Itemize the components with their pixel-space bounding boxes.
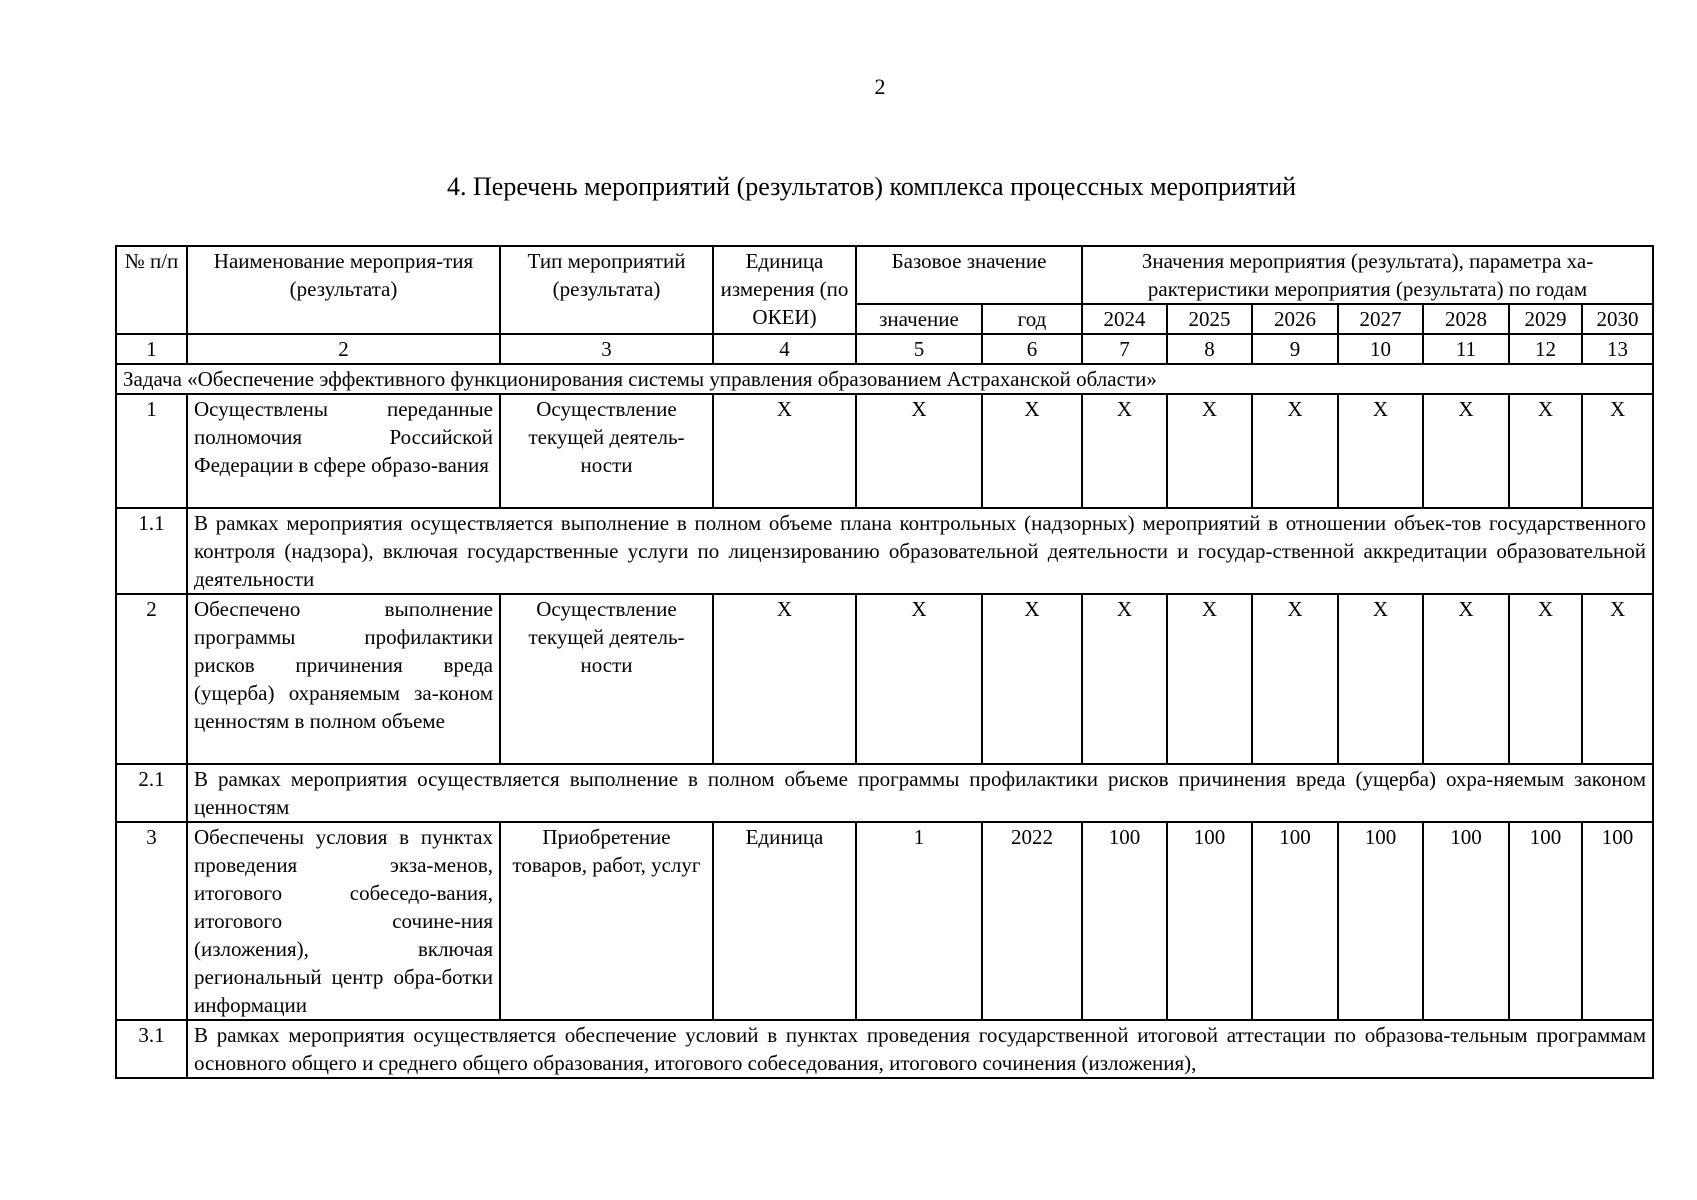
row-name: Обеспечены условия в пунктах проведения экза-менов, итогового собеседо-вания, итогового сочине-ния (изложения), включая региональный центр обра-ботки информации bbox=[187, 822, 500, 1020]
table-row bbox=[116, 1020, 1653, 1078]
header-name: Наименование мероприя-тия (результата) bbox=[187, 246, 500, 334]
header-year: 2026 bbox=[1252, 304, 1338, 334]
column-number: 7 bbox=[1082, 334, 1167, 364]
row-num: 2.1 bbox=[116, 764, 187, 822]
row-value: X bbox=[1509, 394, 1582, 508]
row-value: X bbox=[1082, 394, 1167, 508]
column-number: 2 bbox=[187, 334, 500, 364]
row-value: 100 bbox=[1338, 822, 1423, 1020]
row-value: X bbox=[1082, 594, 1167, 764]
row-value: 100 bbox=[1509, 822, 1582, 1020]
column-numbers-row bbox=[116, 334, 1653, 364]
row-value: 100 bbox=[1582, 822, 1653, 1020]
column-number: 1 bbox=[116, 334, 187, 364]
table-row bbox=[116, 764, 1653, 822]
header-year: 2030 bbox=[1582, 304, 1653, 334]
row-base-value: X bbox=[856, 594, 982, 764]
column-number: 10 bbox=[1338, 334, 1423, 364]
row-num: 3 bbox=[116, 822, 187, 1020]
row-value: X bbox=[1423, 394, 1509, 508]
header-year: 2025 bbox=[1167, 304, 1252, 334]
row-value: X bbox=[1582, 394, 1653, 508]
row-num: 1 bbox=[116, 394, 187, 508]
header-unit: Единица измерения (по ОКЕИ) bbox=[713, 246, 856, 334]
row-type: Осуществление текущей деятель-ности bbox=[500, 394, 713, 508]
row-num: 1.1 bbox=[116, 508, 187, 594]
row-value: 100 bbox=[1252, 822, 1338, 1020]
header-base: Базовое значение bbox=[856, 246, 1082, 304]
page-number: 2 bbox=[874, 74, 886, 99]
measures-table bbox=[115, 245, 1654, 1079]
row-base-year: X bbox=[982, 394, 1082, 508]
header-values: Значения мероприятия (результата), параметра ха-рактеристики мероприятия (результата) по годам bbox=[1082, 246, 1653, 304]
row-value: X bbox=[1423, 594, 1509, 764]
column-number: 13 bbox=[1582, 334, 1653, 364]
header-num: № п/п bbox=[116, 246, 187, 334]
row-value: X bbox=[1338, 594, 1423, 764]
header-year: 2028 bbox=[1423, 304, 1509, 334]
header-row-1 bbox=[116, 246, 1653, 304]
row-value: X bbox=[1582, 594, 1653, 764]
row-unit: Единица bbox=[713, 822, 856, 1020]
header-base-year: год bbox=[982, 304, 1082, 334]
row-value: 100 bbox=[1167, 822, 1252, 1020]
row-value: X bbox=[1252, 394, 1338, 508]
row-value: X bbox=[1167, 594, 1252, 764]
task-row bbox=[116, 364, 1653, 394]
table-row bbox=[116, 394, 1653, 508]
row-type: Приобретение товаров, работ, услуг bbox=[500, 822, 713, 1020]
row-description: В рамках мероприятия осуществляется обеспечение условий в пунктах проведения государственной итоговой аттестации по образова-тельным программам основного общего и среднего общего образования, итогового собеседования, итогового сочинения (изложения), bbox=[187, 1020, 1653, 1078]
row-value: X bbox=[1338, 394, 1423, 508]
column-number: 9 bbox=[1252, 334, 1338, 364]
table-row bbox=[116, 822, 1653, 1020]
column-number: 6 bbox=[982, 334, 1082, 364]
row-unit: X bbox=[713, 594, 856, 764]
column-number: 5 bbox=[856, 334, 982, 364]
column-number: 12 bbox=[1509, 334, 1582, 364]
column-number: 8 bbox=[1167, 334, 1252, 364]
row-name: Осуществлены переданные полномочия Российской Федерации в сфере образо-вания bbox=[187, 394, 500, 508]
row-value: X bbox=[1252, 594, 1338, 764]
header-year: 2029 bbox=[1509, 304, 1582, 334]
header-type: Тип мероприятий (результата) bbox=[500, 246, 713, 334]
row-description: В рамках мероприятия осуществляется выполнение в полном объеме плана контрольных (надзорных) мероприятий в отношении объек-тов государственного контроля (надзора), включая государственные услуги по лицензированию образовательной деятельности и государ-ственной аккредитации образовательной деятельности bbox=[187, 508, 1653, 594]
row-value: X bbox=[1167, 394, 1252, 508]
row-num: 2 bbox=[116, 594, 187, 764]
row-base-value: 1 bbox=[856, 822, 982, 1020]
row-value: X bbox=[1509, 594, 1582, 764]
column-number: 11 bbox=[1423, 334, 1509, 364]
row-base-year: 2022 bbox=[982, 822, 1082, 1020]
row-base-year: X bbox=[982, 594, 1082, 764]
header-base-value: значение bbox=[856, 304, 982, 334]
column-number: 3 bbox=[500, 334, 713, 364]
section-title: 4. Перечень мероприятий (результатов) комплекса процессных мероприятий bbox=[447, 172, 1297, 201]
column-number: 4 bbox=[713, 334, 856, 364]
row-value: 100 bbox=[1423, 822, 1509, 1020]
row-type: Осуществление текущей деятель-ности bbox=[500, 594, 713, 764]
row-unit: X bbox=[713, 394, 856, 508]
table-row bbox=[116, 594, 1653, 764]
row-name: Обеспечено выполнение программы профилактики рисков причинения вреда (ущерба) охраняемым за-коном ценностям в полном объеме bbox=[187, 594, 500, 764]
table-row bbox=[116, 508, 1653, 594]
row-base-value: X bbox=[856, 394, 982, 508]
header-year: 2024 bbox=[1082, 304, 1167, 334]
row-description: В рамках мероприятия осуществляется выполнение в полном объеме программы профилактики рисков причинения вреда (ущерба) охра-няемым законом ценностям bbox=[187, 764, 1653, 822]
header-year: 2027 bbox=[1338, 304, 1423, 334]
task-title: Задача «Обеспечение эффективного функционирования системы управления образованием Астраханской области» bbox=[116, 364, 1653, 394]
row-num: 3.1 bbox=[116, 1020, 187, 1078]
row-value: 100 bbox=[1082, 822, 1167, 1020]
